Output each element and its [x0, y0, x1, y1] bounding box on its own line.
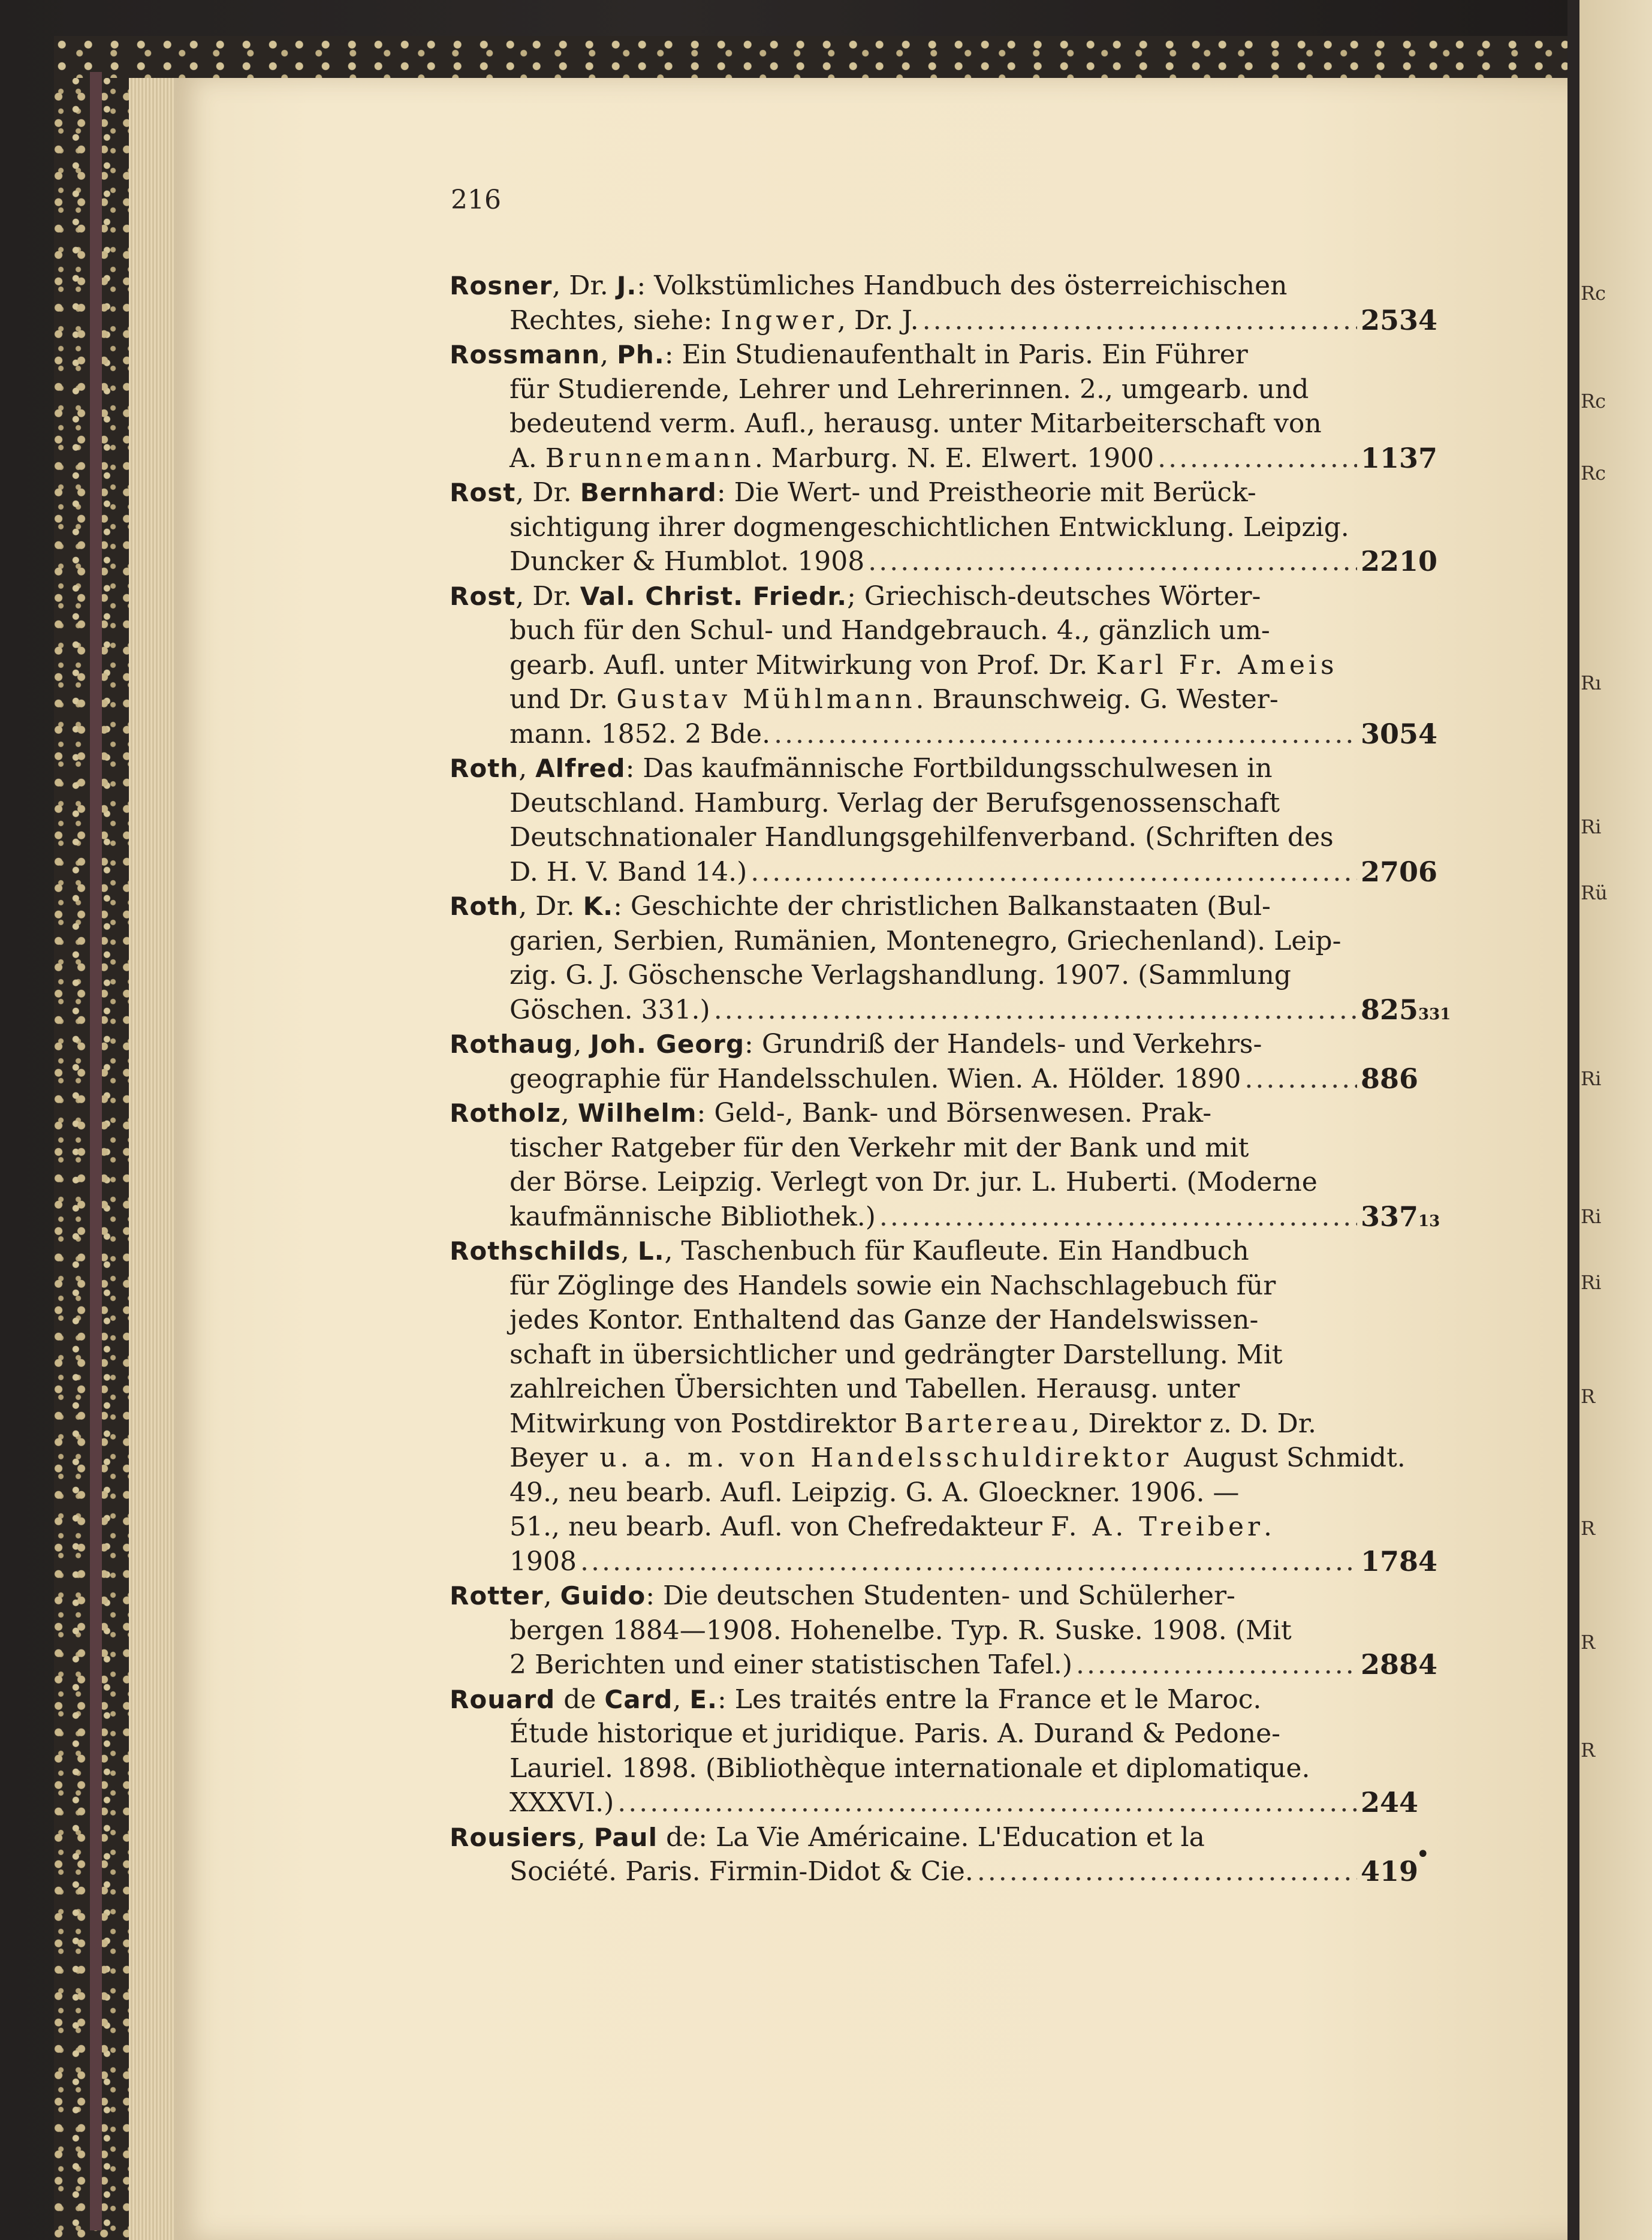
entry-line — [450, 648, 1361, 683]
entry-text: und Dr. — [510, 684, 617, 715]
entry-text: gearb. Aufl. unter Mitwirkung von Prof. Dr. — [510, 649, 1096, 681]
next-page-edge — [1579, 0, 1652, 2240]
catalog-number-suffix: 331 — [1418, 1005, 1451, 1023]
author-surname: Rotholz — [450, 1098, 561, 1128]
catalog-number — [1361, 717, 1437, 752]
catalog-number-value: 1784 — [1361, 1544, 1438, 1577]
author-surname: Rousiers — [450, 1822, 577, 1852]
entry-line-text — [510, 1339, 1283, 1370]
author-surname: Rost — [450, 478, 516, 507]
bibliography-entry — [450, 1820, 1419, 1889]
author-surname: Rouard — [450, 1684, 556, 1714]
entry-line-text — [510, 408, 1322, 439]
entry-heading-line — [450, 751, 1361, 786]
book-gutter — [1567, 0, 1579, 2240]
entry-text: , — [600, 339, 617, 370]
entry-line-text — [510, 1408, 1316, 1439]
author-given-name: Card — [604, 1684, 673, 1714]
entry-line — [450, 303, 1438, 338]
entry-line-text — [510, 1477, 1239, 1508]
entry-text: XXXVI.) — [510, 1787, 614, 1818]
entry-text: de: La Vie Américaine. L'Education et la — [657, 1821, 1205, 1853]
spaced-name: F. A. Treiber — [1050, 1512, 1264, 1542]
dot-leader — [774, 717, 1357, 752]
entry-line — [450, 1648, 1438, 1682]
entry-line-text — [450, 753, 1273, 784]
page-number: 216 — [451, 185, 501, 215]
entry-text: 1908 — [510, 1546, 577, 1577]
entry-text: 2 Berichten und einer statistischen Tafel.) — [510, 1649, 1073, 1680]
entry-text: D. H. V. Band 14.) — [510, 856, 747, 887]
dot-leader — [868, 544, 1357, 579]
entry-line — [450, 1165, 1361, 1200]
author-given-name: Paul — [593, 1822, 658, 1852]
entry-text: , Dr. — [552, 270, 617, 301]
entry-text: : Ein Studienaufenthalt in Paris. Ein Führer — [664, 339, 1248, 370]
catalog-number — [1361, 1200, 1440, 1239]
author-given-name: Wilhelm — [577, 1098, 697, 1128]
entry-line-text — [510, 788, 1280, 818]
entry-text: . — [1264, 1512, 1273, 1542]
bibliography-entry — [450, 475, 1438, 579]
entry-text: : Die deutschen Studenten- und Schülerher- — [646, 1580, 1235, 1611]
entry-line-text — [450, 1029, 1262, 1059]
entry-line — [450, 1510, 1361, 1544]
entry-heading-line — [450, 1682, 1361, 1717]
entry-line-text — [510, 1854, 973, 1889]
dot-leader — [750, 855, 1357, 890]
entry-line-text — [510, 1167, 1318, 1197]
marbled-board-top — [54, 36, 1588, 78]
catalog-number — [1361, 855, 1437, 890]
entry-line — [450, 1407, 1361, 1441]
entry-line — [450, 924, 1361, 959]
entry-line — [450, 1062, 1419, 1097]
entry-text: , Direktor z. D. Dr. — [1071, 1408, 1316, 1439]
entry-line-text — [510, 1615, 1292, 1646]
entry-text: , Dr. — [516, 477, 580, 508]
entry-text: sichtigung ihrer dogmengeschichtlichen Entwicklung. Leipzig. — [510, 511, 1349, 543]
entry-text: , — [560, 1098, 578, 1128]
entry-line-text — [510, 303, 919, 338]
entry-line — [450, 1441, 1409, 1476]
entry-text: Duncker & Humblot. 1908 — [510, 546, 865, 577]
entry-text: kaufmännische Bibliothek.) — [510, 1201, 876, 1232]
catalog-number-suffix: 13 — [1418, 1212, 1440, 1230]
entry-line-text — [510, 1133, 1249, 1163]
entry-line-text — [510, 1786, 614, 1820]
catalog-number — [1361, 993, 1451, 1032]
entry-line — [450, 855, 1438, 890]
next-page-letter: Rc — [1581, 282, 1606, 305]
catalog-number-value: 1137 — [1361, 441, 1438, 474]
entry-text: , — [673, 1684, 690, 1715]
entry-text: zahlreichen Übersichten und Tabellen. Herausg. unter — [510, 1374, 1240, 1404]
entry-line — [450, 1751, 1361, 1786]
entry-text: Deutschnationaler Handlungsgehilfenverband. (Schriften des — [510, 822, 1334, 853]
bibliography-entry — [450, 751, 1438, 889]
entry-heading-line — [450, 579, 1361, 614]
entry-line-text — [510, 926, 1341, 956]
next-page-letter: Rü — [1581, 881, 1608, 904]
entry-heading-line — [450, 1820, 1361, 1855]
entry-text: für Zöglinge des Handels sowie ein Nachschlagebuch für — [510, 1270, 1276, 1301]
entry-text: buch für den Schul- und Handgebrauch. 4., gänzlich um- — [510, 615, 1270, 646]
spaced-name: Gustav Mühlmann — [616, 684, 916, 715]
dot-leader — [1244, 1062, 1357, 1097]
entry-text: bedeutend verm. Aufl., herausg. unter Mitarbeiterschaft von — [510, 408, 1322, 439]
entry-line — [450, 682, 1361, 717]
entry-line-text — [510, 855, 747, 890]
entry-text: August Schmidt — [1184, 1443, 1397, 1473]
bibliography-entry — [450, 579, 1438, 752]
author-given-name: Alfred — [535, 754, 626, 783]
entry-line-text — [510, 1305, 1258, 1335]
next-page-letter: R — [1581, 1739, 1596, 1762]
entry-line-text — [510, 374, 1309, 405]
next-page-letter: Rı — [1581, 672, 1602, 694]
entry-line-text — [450, 339, 1248, 370]
catalog-number — [1361, 441, 1437, 476]
entry-line — [450, 1200, 1440, 1235]
entry-text: , — [620, 1236, 638, 1266]
entry-line — [450, 1338, 1361, 1372]
entry-line-text — [510, 822, 1334, 853]
next-page-letter: R — [1581, 1385, 1596, 1408]
author-surname: Rossmann — [450, 340, 601, 369]
spaced-name: Karl Fr. Ameis — [1096, 649, 1338, 681]
entry-line-text — [450, 1580, 1235, 1611]
entry-text: . Marburg. N. E. Elwert. 1900 — [754, 442, 1154, 474]
entry-text: zig. G. J. Göschensche Verlagshandlung. 1907. (Sammlung — [510, 960, 1291, 990]
entry-line-text — [450, 1822, 1205, 1853]
entry-line — [450, 820, 1361, 855]
author-surname: Rosner — [450, 271, 553, 300]
entry-line — [450, 1854, 1419, 1889]
entry-line-text — [510, 1544, 577, 1579]
entry-text: . Braunschweig. G. Wester- — [915, 684, 1279, 715]
entry-line-text — [510, 1062, 1241, 1097]
entry-text: Mitwirkung von Postdirektor — [510, 1408, 905, 1439]
entry-line-text — [510, 1718, 1280, 1749]
entry-heading-line — [450, 889, 1361, 924]
entry-text: , Dr. — [518, 891, 583, 922]
entry-text: geographie für Handelsschulen. Wien. A. Hölder. 1890 — [510, 1063, 1241, 1094]
entry-line-text — [510, 1648, 1072, 1682]
entry-line-text — [450, 1684, 1261, 1715]
catalog-number-value: 337 — [1361, 1200, 1419, 1233]
catalog-number-value: 3054 — [1361, 717, 1438, 750]
entry-text: garien, Serbien, Rumänien, Montenegro, Griechenland). Leip- — [510, 925, 1342, 956]
entry-heading-line — [450, 338, 1361, 372]
entry-line-text — [510, 1443, 1409, 1473]
entry-text: : Geld-, Bank- und Börsenwesen. Prak- — [697, 1098, 1212, 1128]
entry-line-text — [510, 684, 1279, 715]
entry-line — [450, 993, 1451, 1028]
entry-heading-line — [450, 1096, 1361, 1131]
entry-heading-line — [450, 1027, 1361, 1062]
entry-text: Étude historique et juridique. Paris. A. Durand & Pedone- — [510, 1718, 1281, 1749]
catalog-number-value: 419 — [1361, 1855, 1419, 1887]
page-stack-edge — [129, 78, 174, 2240]
author-surname: Rothaug — [450, 1029, 574, 1059]
author-surname: Roth — [450, 892, 519, 921]
entry-text: der Börse. Leipzig. Verlegt von Dr. jur. L. Huberti. (Moderne — [510, 1167, 1318, 1197]
binding-edge — [90, 72, 102, 2230]
catalog-number-value: 2210 — [1361, 545, 1438, 577]
entry-line — [450, 1372, 1361, 1407]
catalog-number — [1361, 1786, 1418, 1820]
bibliography-entry — [450, 1027, 1419, 1096]
catalog-number-value: 2884 — [1361, 1648, 1438, 1681]
author-given-name: Guido — [560, 1581, 646, 1610]
entry-line — [450, 1131, 1361, 1166]
catalog-number-value: 2534 — [1361, 303, 1438, 336]
entry-line — [450, 1476, 1361, 1510]
entry-line-text — [510, 441, 1154, 476]
entry-text: Lauriel. 1898. (Bibliothèque internationale et diplomatique. — [510, 1753, 1310, 1784]
entry-line — [450, 1613, 1361, 1648]
entry-text: de — [555, 1684, 605, 1715]
author-given-name: Joh. Georg — [590, 1029, 745, 1059]
entry-text: ; Griechisch-deutsches Wörter- — [847, 580, 1261, 612]
entry-line — [450, 958, 1361, 993]
entry-line-text — [510, 717, 770, 752]
dot-leader — [580, 1544, 1357, 1579]
entry-text: mann. 1852. 2 Bde. — [510, 718, 771, 749]
entry-line — [450, 1717, 1361, 1751]
author-given-name: E. — [689, 1684, 718, 1714]
entry-text: schaft in übersichtlicher und gedrängter Darstellung. Mit — [510, 1339, 1283, 1370]
entry-heading-line — [450, 475, 1361, 510]
dot-leader — [879, 1200, 1357, 1235]
entry-text: tischer Ratgeber für den Verkehr mit der Bank und mit — [510, 1132, 1249, 1163]
author-surname: Rotter — [450, 1581, 544, 1610]
entry-line-text — [510, 960, 1291, 990]
dot-leader — [977, 1854, 1357, 1889]
bibliography-entry — [450, 1579, 1438, 1682]
next-page-letter: Ri — [1581, 1271, 1602, 1294]
entry-text: jedes Kontor. Enthaltend das Ganze der Handelswissen- — [510, 1305, 1259, 1335]
entry-line-text — [510, 1270, 1276, 1301]
entry-heading-line — [450, 1579, 1361, 1613]
next-page-letter: Rc — [1581, 462, 1606, 484]
author-given-name: Val. Christ. Friedr. — [580, 581, 848, 611]
entry-line-text — [510, 650, 1338, 681]
bibliography-entry — [450, 338, 1438, 475]
next-page-letter: R — [1581, 1517, 1596, 1540]
catalog-number — [1361, 1648, 1437, 1682]
catalog-number-value: 886 — [1361, 1062, 1419, 1095]
entry-text: : Volkstümliches Handbuch des österreichischen — [637, 270, 1288, 301]
entry-heading-line — [450, 1234, 1361, 1269]
bibliography-entries — [450, 269, 1451, 1889]
entry-line-text — [510, 1374, 1240, 1404]
entry-text: 51., neu bearb. Aufl. von Chefredakteur — [510, 1512, 1051, 1542]
bibliography-entry — [450, 889, 1451, 1027]
entry-line — [450, 544, 1438, 579]
entry-text: , Dr. — [516, 580, 580, 612]
author-given-name: Bernhard — [580, 478, 717, 507]
entry-line — [450, 1544, 1438, 1579]
spaced-name: u. a. m. von Handelsschuldirektor — [587, 1443, 1184, 1473]
catalog-number-value: 2706 — [1361, 855, 1438, 888]
entry-text: Göschen. 331.) — [510, 994, 710, 1025]
dot-leader — [1076, 1648, 1357, 1682]
entry-line-text — [510, 1753, 1310, 1784]
entry-text: : Grundriß der Handels- und Verkehrs- — [744, 1029, 1262, 1059]
entry-line-text — [510, 512, 1349, 543]
entry-text: Deutschland. Hamburg. Verlag der Berufsgenossenschaft — [510, 787, 1280, 818]
author-given-name: Ph. — [617, 340, 665, 369]
entry-text: Beyer — [510, 1443, 588, 1473]
entry-line — [450, 510, 1361, 545]
dot-leader — [1157, 441, 1357, 476]
next-page-letter: Ri — [1581, 1067, 1602, 1090]
entry-text: Rechtes, siehe: — [510, 305, 721, 336]
bibliography-entry — [450, 1234, 1438, 1579]
author-surname: Rothschilds — [450, 1236, 621, 1266]
catalog-number — [1361, 1854, 1418, 1889]
catalog-number — [1361, 1544, 1437, 1579]
catalog-number — [1361, 303, 1437, 338]
entry-heading-line — [450, 269, 1361, 303]
next-page-letter: R — [1581, 1631, 1596, 1654]
entry-text: : Les traités entre la France et le Maroc. — [718, 1684, 1262, 1715]
entry-line — [450, 717, 1438, 752]
entry-line-text — [450, 891, 1271, 922]
spaced-name: Bartereau — [904, 1408, 1072, 1439]
dot-leader — [714, 993, 1357, 1028]
entry-text: : Das kaufmännische Fortbildungsschulwesen in — [625, 753, 1273, 784]
next-page-letter: Ri — [1581, 1205, 1602, 1228]
entry-line — [450, 407, 1361, 441]
entry-text: , Dr. J. — [837, 305, 919, 336]
entry-line-text — [450, 581, 1261, 612]
entry-line — [450, 1786, 1419, 1820]
entry-text: 49., neu bearb. Aufl. Leipzig. G. A. Gloeckner. 1906. — — [510, 1477, 1240, 1508]
spaced-name: . — [1397, 1443, 1409, 1473]
entry-text: : Geschichte der christlichen Balkanstaaten (Bul- — [613, 891, 1271, 922]
entry-line-text — [450, 1236, 1249, 1266]
catalog-number-value: 244 — [1361, 1786, 1419, 1819]
entry-line — [450, 1269, 1361, 1303]
entry-line — [450, 786, 1361, 821]
catalog-number — [1361, 1062, 1418, 1097]
entry-line — [450, 613, 1361, 648]
author-given-name: K. — [583, 892, 614, 921]
dot-leader — [617, 1786, 1357, 1820]
margin-mark: • — [1416, 1841, 1430, 1868]
bibliography-entry — [450, 1682, 1419, 1820]
spaced-name: Ingwer — [721, 305, 837, 336]
entry-line — [450, 372, 1361, 407]
bibliography-entry — [450, 269, 1438, 338]
next-page-letter: Ri — [1581, 815, 1602, 838]
catalog-number-value: 825 — [1361, 993, 1419, 1026]
entry-line-text — [510, 544, 864, 579]
entry-text: Société. Paris. Firmin-Didot & Cie. — [510, 1856, 973, 1887]
author-given-name: J. — [616, 271, 637, 300]
entry-text: , — [573, 1029, 590, 1059]
entry-text: , — [543, 1580, 560, 1611]
entry-line-text — [510, 993, 710, 1028]
entry-text: , Taschenbuch für Kaufleute. Ein Handbuch — [664, 1236, 1249, 1266]
entry-line-text — [510, 1512, 1272, 1542]
entry-text: , — [518, 753, 536, 784]
author-surname: Roth — [450, 754, 519, 783]
entry-text: A. — [510, 442, 545, 474]
bibliography-entry — [450, 1096, 1440, 1234]
entry-line-text — [510, 615, 1270, 646]
entry-line-text — [450, 477, 1256, 508]
catalog-number — [1361, 544, 1437, 579]
entry-line-text — [510, 1200, 876, 1235]
author-surname: Rost — [450, 581, 516, 611]
entry-line-text — [450, 270, 1287, 301]
author-given-name: L. — [637, 1236, 665, 1266]
entry-text: : Die Wert- und Preistheorie mit Berück- — [716, 477, 1256, 508]
entry-line — [450, 1303, 1361, 1338]
entry-text: , — [577, 1821, 594, 1853]
dot-leader — [923, 303, 1357, 338]
entry-text: für Studierende, Lehrer und Lehrerinnen. 2., umgearb. und — [510, 374, 1309, 405]
next-page-letter: Rc — [1581, 390, 1606, 413]
entry-line-text — [450, 1098, 1211, 1128]
spaced-name: Brunnemann — [545, 442, 755, 474]
entry-line — [450, 441, 1438, 476]
entry-text: bergen 1884—1908. Hohenelbe. Typ. R. Suske. 1908. (Mit — [510, 1615, 1292, 1646]
